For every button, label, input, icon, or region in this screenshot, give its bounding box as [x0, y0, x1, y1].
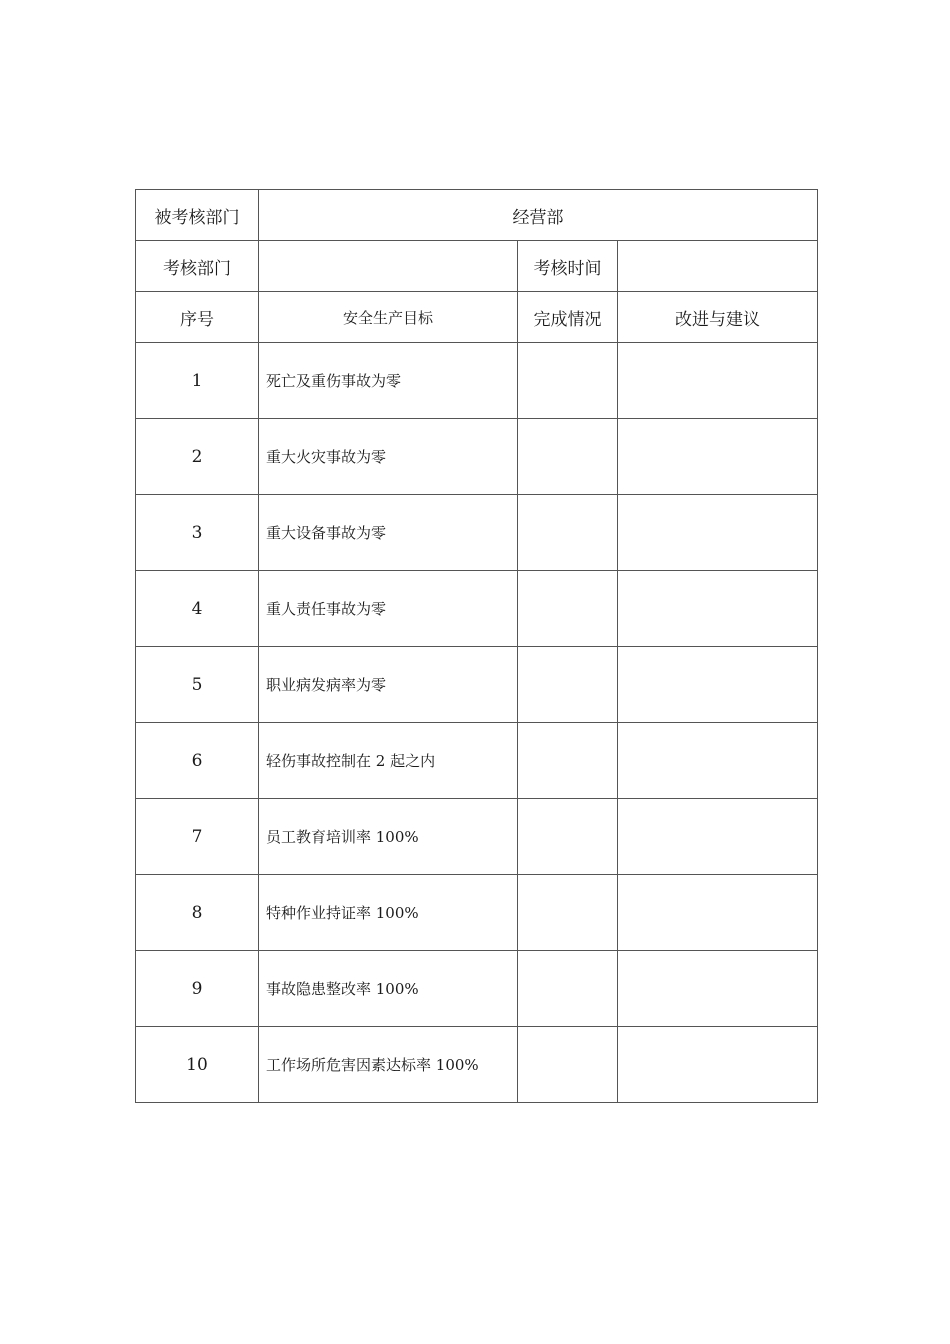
table-row [136, 419, 818, 495]
row-suggestion-cell[interactable] [618, 495, 818, 571]
row-suggestion-cell[interactable] [618, 647, 818, 723]
row-goal: 工作场所危害因素达标率 100% [259, 1027, 518, 1103]
goal-rows [136, 343, 818, 1103]
column-header-suggestion: 改进与建议 [618, 292, 818, 343]
column-header-goal: 安全生产目标 [259, 292, 518, 343]
assessing-dept-row [136, 241, 818, 292]
assess-time-value[interactable] [618, 241, 818, 292]
table-row [136, 1027, 818, 1103]
table-row [136, 647, 818, 723]
assessed-dept-value[interactable]: 经营部 [259, 190, 818, 241]
assessment-table [135, 189, 818, 1103]
row-seq: 4 [136, 571, 259, 647]
row-goal: 特种作业持证率 100% [259, 875, 518, 951]
row-status-cell[interactable] [518, 495, 618, 571]
row-goal: 重人责任事故为零 [259, 571, 518, 647]
row-seq: 9 [136, 951, 259, 1027]
table-row [136, 875, 818, 951]
row-seq: 5 [136, 647, 259, 723]
row-seq: 3 [136, 495, 259, 571]
row-suggestion-cell[interactable] [618, 571, 818, 647]
row-status-cell[interactable] [518, 647, 618, 723]
assess-time-label: 考核时间 [518, 241, 618, 292]
row-suggestion-cell[interactable] [618, 875, 818, 951]
table-row [136, 343, 818, 419]
row-status-cell[interactable] [518, 419, 618, 495]
row-goal: 事故隐患整改率 100% [259, 951, 518, 1027]
row-seq: 7 [136, 799, 259, 875]
assessing-dept-label: 考核部门 [136, 241, 259, 292]
row-suggestion-cell[interactable] [618, 419, 818, 495]
assessing-dept-value[interactable] [259, 241, 518, 292]
row-status-cell[interactable] [518, 343, 618, 419]
table-row [136, 799, 818, 875]
table-row [136, 723, 818, 799]
row-seq: 10 [136, 1027, 259, 1103]
row-status-cell[interactable] [518, 951, 618, 1027]
row-goal: 轻伤事故控制在 2 起之内 [259, 723, 518, 799]
assessed-dept-label: 被考核部门 [136, 190, 259, 241]
row-status-cell[interactable] [518, 723, 618, 799]
table-row [136, 951, 818, 1027]
row-suggestion-cell[interactable] [618, 343, 818, 419]
row-goal: 重大设备事故为零 [259, 495, 518, 571]
row-goal: 职业病发病率为零 [259, 647, 518, 723]
assessed-dept-row [136, 190, 818, 241]
row-goal: 重大火灾事故为零 [259, 419, 518, 495]
row-seq: 6 [136, 723, 259, 799]
row-goal: 死亡及重伤事故为零 [259, 343, 518, 419]
column-header-status: 完成情况 [518, 292, 618, 343]
row-status-cell[interactable] [518, 875, 618, 951]
row-seq: 1 [136, 343, 259, 419]
row-suggestion-cell[interactable] [618, 1027, 818, 1103]
row-status-cell[interactable] [518, 571, 618, 647]
row-status-cell[interactable] [518, 799, 618, 875]
row-seq: 8 [136, 875, 259, 951]
row-suggestion-cell[interactable] [618, 723, 818, 799]
table-row [136, 571, 818, 647]
table-row [136, 495, 818, 571]
column-header-row [136, 292, 818, 343]
row-suggestion-cell[interactable] [618, 799, 818, 875]
row-status-cell[interactable] [518, 1027, 618, 1103]
row-seq: 2 [136, 419, 259, 495]
row-goal: 员工教育培训率 100% [259, 799, 518, 875]
column-header-seq: 序号 [136, 292, 259, 343]
row-suggestion-cell[interactable] [618, 951, 818, 1027]
